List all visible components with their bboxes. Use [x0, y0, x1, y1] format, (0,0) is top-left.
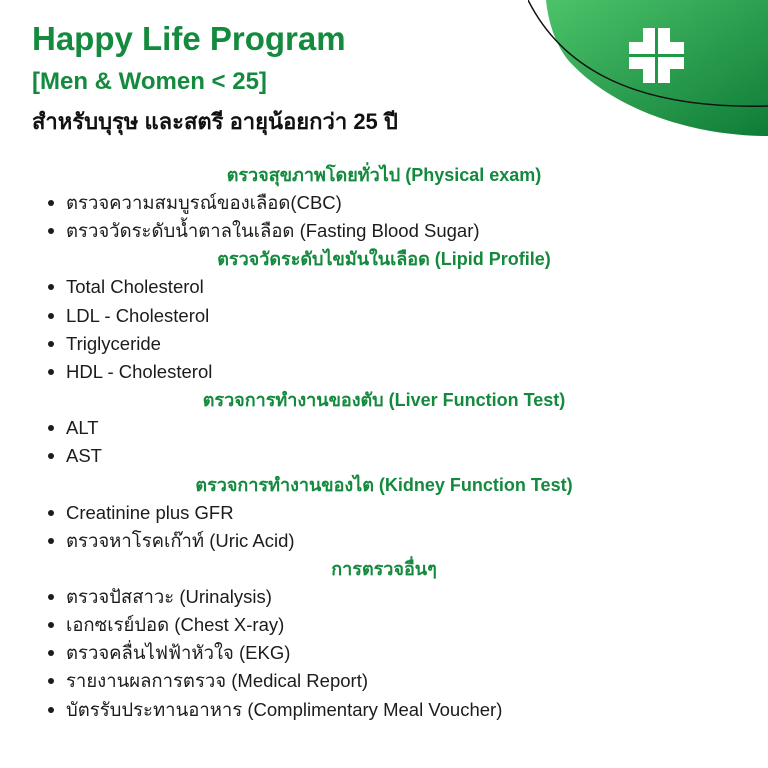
list-item-label: ตรวจความสมบูรณ์ของเลือด(CBC) [66, 192, 342, 213]
list-item [0, 414, 768, 442]
kidney-function-list [0, 499, 768, 555]
bullet-icon [48, 510, 54, 516]
list-item-label: ตรวจหาโรคเก๊าท์ (Uric Acid) [66, 529, 295, 551]
lipid-profile-list [0, 273, 768, 386]
list-item [0, 330, 768, 358]
bullet-icon [48, 707, 54, 713]
other-tests-list [0, 583, 768, 724]
bullet-icon [48, 453, 54, 459]
list-item-label: บัตรรับประทานอาหาร (Complimentary Meal Voucher) [66, 698, 503, 720]
list-item-label: ตรวจวัดระดับน้ำตาลในเลือด (Fasting Blood Sugar) [66, 220, 480, 242]
list-item-label: LDL - Cholesterol [66, 304, 210, 326]
bullet-icon [48, 538, 54, 544]
list-item [0, 302, 768, 330]
list-item-label: รายงานผลการตรวจ (Medical Report) [66, 670, 368, 692]
bullet-icon [48, 678, 54, 684]
bullet-icon [48, 622, 54, 628]
corner-decoration [528, 0, 768, 140]
bullet-icon [48, 369, 54, 375]
list-item [0, 358, 768, 386]
list-item [0, 527, 768, 555]
section-heading-physical-exam: ตรวจสุขภาพโดยทั่วไป (Physical exam) [226, 165, 542, 185]
list-item [0, 499, 768, 527]
list-item-label: ALT [66, 417, 99, 439]
section-heading-kidney-function: ตรวจการทำงานของไต (Kidney Function Test) [195, 474, 573, 495]
section-heading-liver-function: ตรวจการทำงานของตับ (Liver Function Test) [202, 390, 566, 411]
list-item [0, 442, 768, 470]
list-item-label: HDL - Cholesterol [66, 360, 213, 382]
bullet-icon [48, 425, 54, 431]
list-item-label: Triglyceride [66, 332, 161, 354]
list-item [0, 667, 768, 695]
section-heading-other-tests: การตรวจอื่นๆ [331, 558, 437, 579]
bullet-icon [48, 228, 54, 234]
bullet-icon [48, 284, 54, 290]
list-item [0, 583, 768, 611]
liver-function-list [0, 414, 768, 470]
list-item [0, 189, 768, 217]
list-item [0, 217, 768, 245]
bullet-icon [48, 594, 54, 600]
bullet-icon [48, 341, 54, 347]
list-item-label: ตรวจปัสสาวะ (Urinalysis) [66, 585, 272, 607]
checkup-list [0, 161, 768, 724]
bullet-icon [48, 313, 54, 319]
list-item-label: Creatinine plus GFR [66, 501, 234, 523]
bullet-icon [48, 650, 54, 656]
list-item-label: AST [66, 445, 102, 467]
list-item [0, 639, 768, 667]
list-item [0, 273, 768, 301]
physical-exam-list [0, 189, 768, 245]
audience-subtitle-thai: สำหรับบุรุษ และสตรี อายุน้อยกว่า 25 ปี [32, 109, 398, 134]
bullet-icon [48, 200, 54, 206]
page-title: Happy Life Program [32, 20, 346, 57]
list-item-label: Total Cholesterol [66, 276, 204, 298]
audience-subtitle: [Men & Women < 25] [32, 68, 267, 95]
list-item [0, 696, 768, 724]
list-item-label: ตรวจคลื่นไฟฟ้าหัวใจ (EKG) [66, 642, 291, 664]
list-item [0, 611, 768, 639]
list-item-label: เอกซเรย์ปอด (Chest X-ray) [66, 614, 285, 636]
section-heading-lipid-profile: ตรวจวัดระดับไขมันในเลือด (Lipid Profile) [217, 249, 551, 270]
